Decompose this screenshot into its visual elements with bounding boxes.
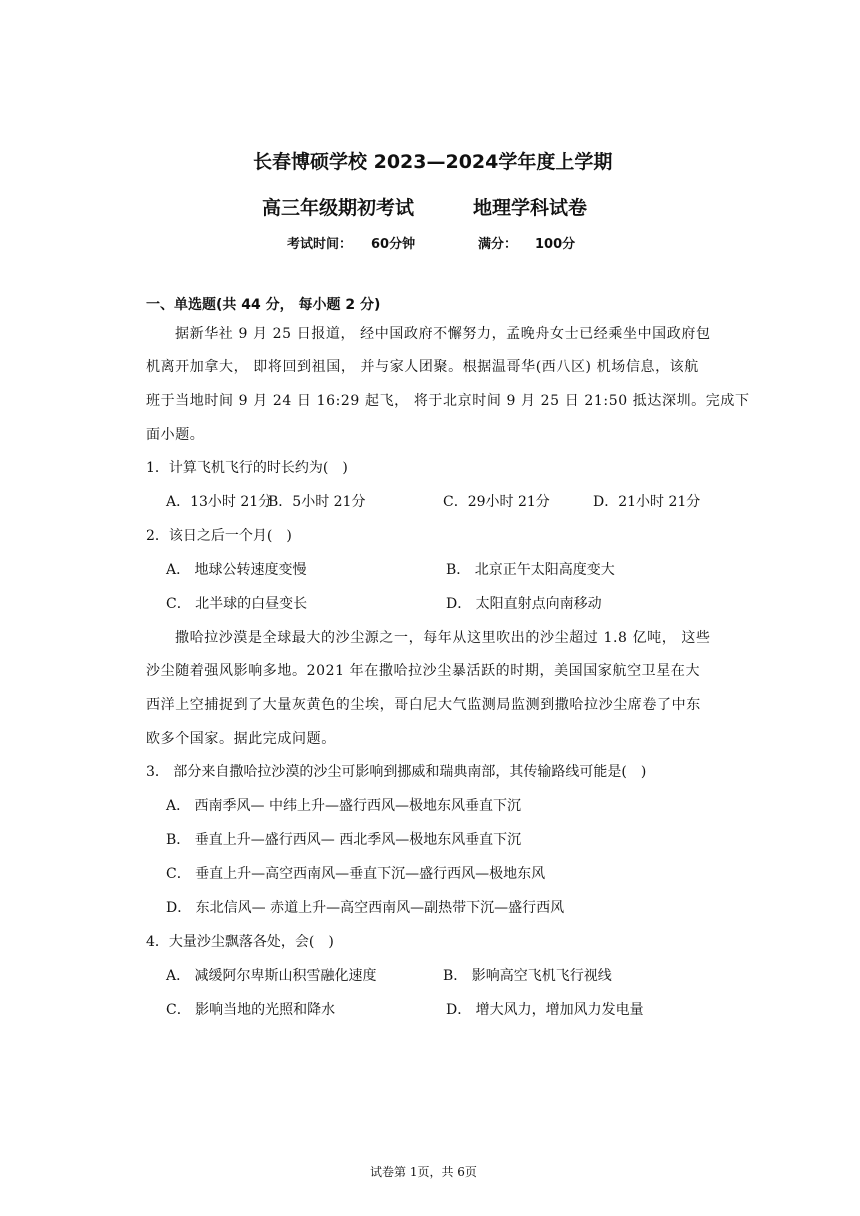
question-4-option-c: C． 影响当地的光照和降水 (166, 1002, 336, 1018)
question-1-stem: 1．计算飞机飞行的时长约为( ) (146, 460, 348, 476)
exam-title-grade: 高三年级期初考试 (262, 197, 415, 219)
question-4-option-b: B． 影响高空飞机飞行视线 (443, 968, 612, 984)
question-2-option-d: D． 太阳直射点向南移动 (446, 596, 602, 612)
question-2-stem: 2．该日之后一个月( ) (146, 528, 292, 544)
question-3-option-d: D． 东北信风— 赤道上升—高空西南风—副热带下沉—盛行西风 (166, 900, 565, 916)
passage1-line: 面小题。 (146, 427, 205, 443)
section-heading: 一、单选题(共 44 分， 每小题 2 分) (146, 297, 381, 313)
passage2-line: 撒哈拉沙漠是全球最大的沙尘源之一，每年从这里吹出的沙尘超过 1.8 亿吨， 这些 (175, 630, 711, 646)
passage1-line: 机离开加拿大， 即将回到祖国， 并与家人团聚。根据温哥华(西八区) 机场信息，该航 (146, 359, 699, 375)
question-1-option-b: B．5小时 21分 (268, 494, 366, 510)
exam-time-value: 60分钟 (371, 237, 416, 252)
question-1-option-d: D．21小时 21分 (593, 494, 701, 510)
exam-title-subject: 地理学科试卷 (473, 197, 588, 219)
passage1-line: 班于当地时间 9 月 24 日 16:29 起飞， 将于北京时间 9 月 25 日 21:50 抵达深圳。完成下 (146, 393, 750, 409)
exam-title-line1: 长春博硕学校 2023—2024学年度上学期 (253, 151, 613, 173)
exam-score-label: 满分： (478, 237, 518, 252)
question-1-option-c: C．29小时 21分 (443, 494, 550, 510)
exam-time-label: 考试时间： (287, 237, 353, 252)
passage2-line: 沙尘随着强风影响多地。2021 年在撒哈拉沙尘暴活跃的时期，美国国家航空卫星在大 (146, 663, 701, 679)
question-1-option-a: A．13小时 21分 (166, 494, 273, 510)
question-2-option-a: A． 地球公转速度变慢 (166, 562, 307, 578)
question-3-option-c: C． 垂直上升—高空西南风—垂直下沉—盛行西风—极地东风 (166, 866, 546, 882)
question-4-option-a: A． 减缓阿尔卑斯山积雪融化速度 (166, 968, 377, 984)
question-3-option-b: B． 垂直上升—盛行西风— 西北季风—极地东风垂直下沉 (166, 832, 522, 848)
question-2-option-b: B． 北京正午太阳高度变大 (446, 562, 615, 578)
passage1-line: 据新华社 9 月 25 日报道， 经中国政府不懈努力，孟晚舟女士已经乘坐中国政府包 (175, 326, 711, 342)
passage2-line: 欧多个国家。据此完成问题。 (146, 731, 336, 747)
question-4-option-d: D． 增大风力，增加风力发电量 (446, 1002, 644, 1018)
question-4-stem: 4．大量沙尘飘落各处，会( ) (146, 934, 334, 950)
passage2-line: 西洋上空捕捉到了大量灰黄色的尘埃，哥白尼大气监测局监测到撒哈拉沙尘席卷了中东 (146, 697, 701, 713)
page-footer: 试卷第 1页，共 6页 (370, 1165, 477, 1179)
exam-score-value: 100分 (535, 237, 576, 252)
question-2-option-c: C． 北半球的白昼变长 (166, 596, 308, 612)
question-3-option-a: A． 西南季风— 中纬上升—盛行西风—极地东风垂直下沉 (166, 798, 522, 814)
question-3-stem: 3． 部分来自撒哈拉沙漠的沙尘可影响到挪威和瑞典南部，其传输路线可能是( ) (146, 764, 647, 780)
